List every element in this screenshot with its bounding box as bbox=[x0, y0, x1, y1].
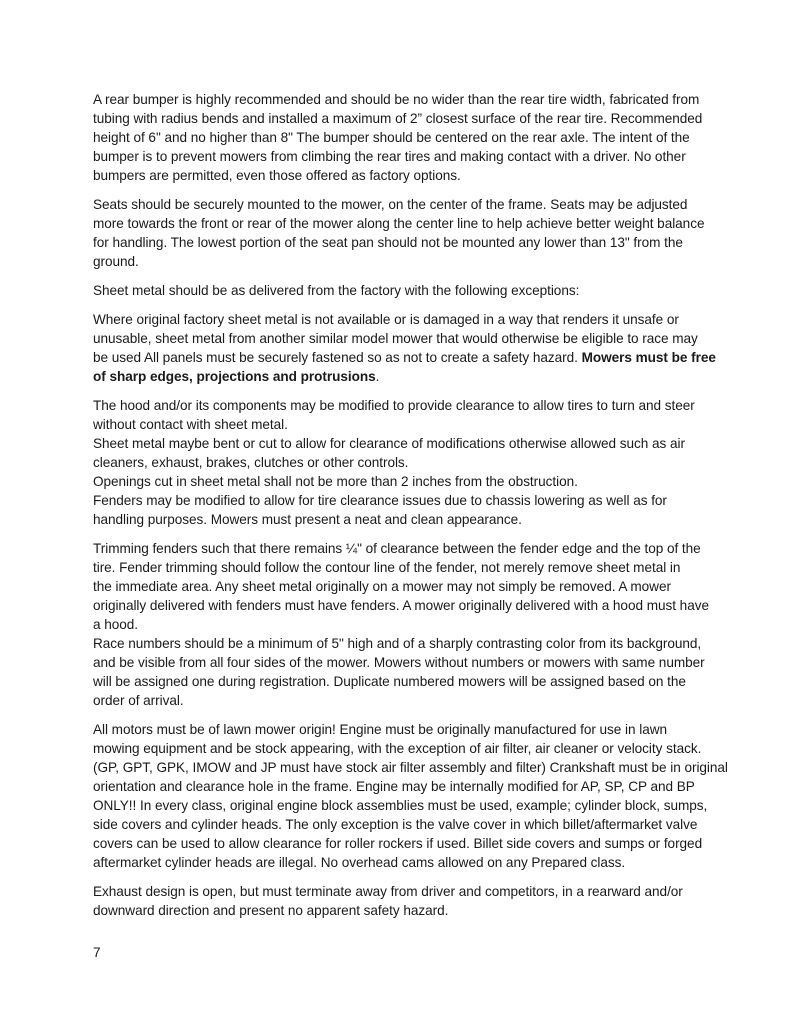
text-line: (GP, GPT, GPK, IMOW and JP must have stock air filter assembly and filter) Crankshaft must be in original bbox=[93, 760, 728, 775]
text-line: originally delivered with fenders must have fenders. A mower originally delivered with a hood must have bbox=[93, 598, 709, 613]
text-line: downward direction and present no apparent safety hazard. bbox=[93, 903, 449, 918]
text-line: order of arrival. bbox=[93, 693, 184, 708]
text-line: Sheet metal should be as delivered from the factory with the following exceptions: bbox=[93, 283, 580, 298]
text-line: more towards the front or rear of the mower along the center line to help achieve better weight balance bbox=[93, 216, 705, 231]
paragraph-trimming-race-numbers bbox=[93, 539, 709, 710]
text-line: Seats should be securely mounted to the mower, on the center of the frame. Seats may be adjusted bbox=[93, 197, 688, 212]
paragraph-hood-fenders bbox=[93, 396, 705, 529]
text-line: orientation and clearance hole in the frame. Engine may be internally modified for AP, SP, CP and BP bbox=[93, 779, 695, 794]
text-line: Trimming fenders such that there remains ¼" of clearance between the fender edge and the top of the bbox=[93, 541, 701, 556]
text-line: cleaners, exhaust, brakes, clutches or other controls. bbox=[93, 455, 409, 470]
text-line: Sheet metal maybe bent or cut to allow for clearance of modifications otherwise allowed such as air bbox=[93, 436, 685, 451]
bold-warning-start: Mowers must be free bbox=[581, 350, 716, 365]
text-line: Fenders may be modified to allow for tire clearance issues due to chassis lowering as well as for bbox=[93, 493, 667, 508]
text-line: a hood. bbox=[93, 617, 139, 632]
text-line: bumpers are permitted, even those offered as factory options. bbox=[93, 168, 461, 183]
text-segment: be used All panels must be securely fastened so as not to create a safety hazard. bbox=[93, 350, 582, 365]
text-line: will be assigned one during registration. Duplicate numbered mowers will be assigned based on the bbox=[93, 674, 686, 689]
text-line: Exhaust design is open, but must terminate away from driver and competitors, in a rearward and/or bbox=[93, 884, 683, 899]
text-line: ONLY!! In every class, original engine block assemblies must be used, example; cylinder block, sumps, bbox=[93, 798, 708, 813]
text-line: mowing equipment and be stock appearing, with the exception of air filter, air cleaner or velocity stack. bbox=[93, 741, 702, 756]
text-line: side covers and cylinder heads. The only exception is the valve cover in which billet/aftermarket valve bbox=[93, 817, 698, 832]
paragraph-rear-bumper bbox=[93, 90, 705, 185]
text-line: bumper is to prevent mowers from climbing the rear tires and making contact with a driver. No other bbox=[93, 149, 686, 164]
text-line: tire. Fender trimming should follow the contour line of the fender, not merely remove sheet metal in bbox=[93, 560, 681, 575]
text-line-with-bold bbox=[93, 367, 705, 386]
text-line: tubing with radius bends and installed a maximum of 2” closest surface of the rear tire. Recommended bbox=[93, 111, 703, 126]
text-line: unusable, sheet metal from another similar model mower that would otherwise be eligible to race may bbox=[93, 331, 698, 346]
paragraph-exhaust bbox=[93, 882, 705, 920]
text-line: Openings cut in sheet metal shall not be more than 2 inches from the obstruction. bbox=[93, 474, 578, 489]
text-line: Race numbers should be a minimum of 5" high and of a sharply contrasting color from its background, bbox=[93, 636, 702, 651]
text-line: ground. bbox=[93, 254, 139, 269]
text-line-with-bold bbox=[93, 348, 716, 367]
paragraph-factory-sheet-metal bbox=[93, 310, 716, 386]
bold-warning-end: of sharp edges, projections and protrusions bbox=[93, 369, 376, 384]
text-line: A rear bumper is highly recommended and should be no wider than the rear tire width, fabricated from bbox=[93, 92, 700, 107]
paragraph-sheet-metal-intro bbox=[93, 281, 705, 300]
paragraph-seats bbox=[93, 195, 705, 271]
text-line: aftermarket cylinder heads are illegal. No overhead cams allowed on any Prepared class. bbox=[93, 855, 626, 870]
text-line: handling purposes. Mowers must present a neat and clean appearance. bbox=[93, 512, 522, 527]
text-line: covers can be used to allow clearance for roller rockers if used. Billet side covers and sumps or forged bbox=[93, 836, 703, 851]
document-body bbox=[93, 90, 728, 930]
text-line: and be visible from all four sides of the mower. Mowers without numbers or mowers with same number bbox=[93, 655, 705, 670]
paragraph-motors bbox=[93, 720, 728, 872]
text-line: for handling. The lowest portion of the seat pan should not be mounted any lower than 13" from the bbox=[93, 235, 683, 250]
text-line: Where original factory sheet metal is not available or is damaged in a way that renders it unsafe or bbox=[93, 312, 679, 327]
page-number: 7 bbox=[93, 945, 101, 960]
text-line: The hood and/or its components may be modified to provide clearance to allow tires to turn and steer bbox=[93, 398, 695, 413]
text-line: All motors must be of lawn mower origin! Engine must be originally manufactured for use in lawn bbox=[93, 722, 668, 737]
text-line: height of 6" and no higher than 8" The bumper should be centered on the rear axle. The intent of the bbox=[93, 130, 690, 145]
text-line: the immediate area. Any sheet metal originally on a mower may not simply be removed. A mower bbox=[93, 579, 671, 594]
text-segment: . bbox=[375, 369, 380, 384]
text-line: without contact with sheet metal. bbox=[93, 417, 288, 432]
